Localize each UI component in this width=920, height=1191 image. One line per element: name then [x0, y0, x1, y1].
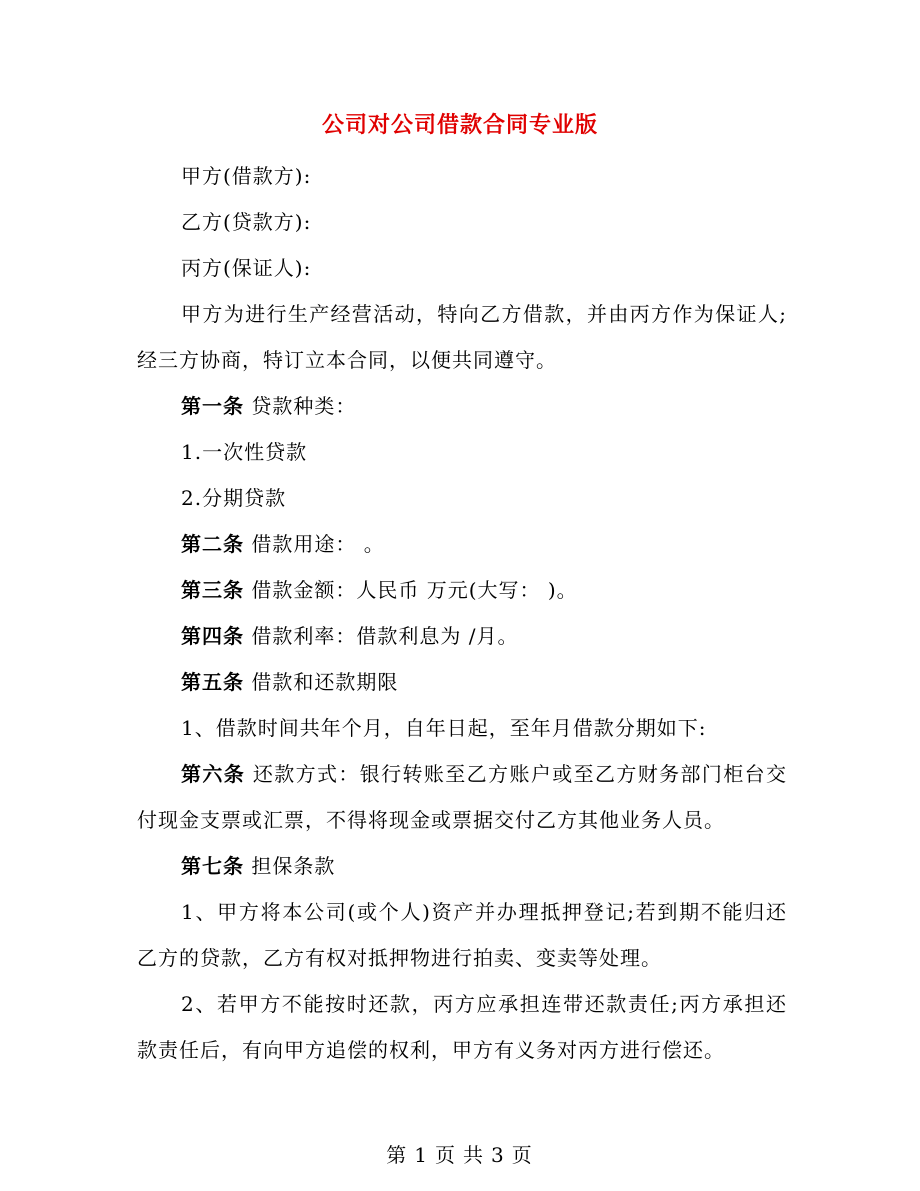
article-2-label: 第二条: [181, 532, 244, 556]
party-a-line: 甲方(借款方):: [181, 164, 312, 188]
article-1-label: 第一条: [181, 394, 244, 418]
article-5: [137, 659, 787, 705]
article-1-item-1: 1.一次性贷款: [181, 440, 308, 464]
article-5-item-1: 1、借款时间共年个月，自年日起，至年月借款分期如下:: [181, 716, 707, 740]
footer-page-mid: 页: [435, 1143, 457, 1167]
article-4-text: 借款利率：借款利息为 /月。: [244, 624, 519, 648]
article-7-item-1: 1、甲方将本公司(或个人)资产并办理抵押登记;若到期不能归还乙方的贷款，乙方有权对抵押物进行拍卖、变卖等处理。: [137, 900, 787, 970]
article-3: [137, 567, 787, 613]
article-3-label: 第三条: [181, 578, 244, 602]
article-1: [137, 383, 787, 429]
footer-page-current: 1: [414, 1143, 429, 1167]
page-footer: [0, 1139, 920, 1168]
article-4: [137, 613, 787, 659]
article-2: [137, 521, 787, 567]
article-7-label: 第七条: [181, 854, 244, 878]
article-4-label: 第四条: [181, 624, 244, 648]
article-6-text: 还款方式：银行转账至乙方账户或至乙方财务部门柜台交付现金支票或汇票，不得将现金或票据交付乙方其他业务人员。: [137, 762, 787, 832]
footer-page-total: 3: [491, 1143, 506, 1167]
article-6: [137, 751, 787, 843]
article-2-text: 借款用途： 。: [244, 532, 385, 556]
article-7-item-2: 2、若甲方不能按时还款，丙方应承担连带还款责任;丙方承担还款责任后，有向甲方追偿的权利，甲方有义务对丙方进行偿还。: [137, 992, 787, 1062]
footer-total-prefix: 共: [463, 1143, 485, 1167]
document-title: 公司对公司借款合同专业版: [321, 112, 598, 138]
document-body: [137, 153, 787, 1073]
article-7-text: 担保条款: [244, 854, 336, 878]
party-c-line: 丙方(保证人):: [181, 256, 312, 280]
footer-page-prefix: 第: [386, 1143, 409, 1167]
party-b-line: 乙方(贷款方):: [181, 210, 312, 234]
preamble-paragraph: 甲方为进行生产经营活动，特向乙方借款，并由丙方作为保证人;经三方协商，特订立本合同，以便共同遵守。: [137, 302, 787, 372]
article-6-label: 第六条: [181, 762, 246, 786]
article-1-text: 贷款种类：: [244, 394, 357, 418]
article-3-text: 借款金额：人民币 万元(大写： )。: [244, 578, 578, 602]
footer-page-suffix: 页: [511, 1143, 534, 1167]
article-1-item-2: 2.分期贷款: [181, 486, 287, 510]
article-5-text: 借款和还款期限: [244, 670, 399, 694]
article-5-label: 第五条: [181, 670, 244, 694]
article-7: [137, 843, 787, 889]
